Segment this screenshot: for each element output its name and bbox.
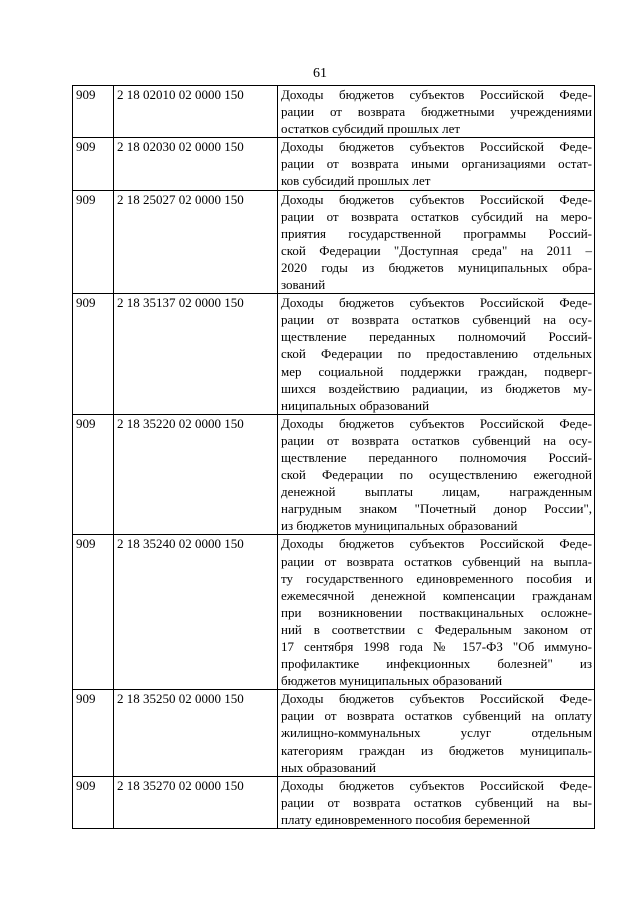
admin-code-cell: 909 [73,86,114,138]
table-row [73,690,595,776]
budget-code-cell: 2 18 02010 02 0000 150 [114,86,278,138]
description-line: зований [281,277,326,293]
description-line: ществление переданного полномочия Россий- [281,449,592,465]
description-line: ежемесячной денежной компенсации гражданам [281,587,592,603]
description-line: Доходы бюджетов субъектов Российской Феде- [281,536,592,552]
page-number: 61 [313,66,327,81]
description-line: рации от возврата остатков субсидий на меро- [281,208,592,224]
description-line: рации от возврата иными организациями остат- [281,156,592,172]
budget-code-cell: 2 18 35270 02 0000 150 [114,776,278,828]
admin-code-cell: 909 [73,414,114,535]
description-line: ской Федерации по осуществлению ежегодной [281,467,592,483]
description-line: денежной выплаты лицам, награжденным [281,484,592,500]
description-line: приятия государственной программы Россий- [281,225,592,241]
table-row [73,294,595,415]
description-line: ской Федерации по предоставлению отдельных [281,346,592,362]
table-body [73,86,595,829]
description-line: остатков субсидий прошлых лет [281,121,461,137]
description-cell [278,535,595,690]
description-line: рации от возврата остатков субвенций на выпла- [281,553,592,569]
description-line: Доходы бюджетов субъектов Российской Феде- [281,295,592,311]
description-cell [278,414,595,535]
description-line: 17 сентября 1998 года № 157-ФЗ "Об иммуно- [281,639,592,654]
description-line: 2020 годы из бюджетов муниципальных обра- [281,259,592,275]
description-line: при возникновении поствакцинальных осложне- [281,604,592,620]
description-cell [278,294,595,415]
description-line: Доходы бюджетов субъектов Российской Феде- [281,139,592,155]
description-line: категориям граждан из бюджетов муниципаль- [281,742,592,758]
description-line: ществление переданных полномочий Россий- [281,329,592,345]
description-cell [278,690,595,776]
description-cell [278,138,595,190]
description-line: нагрудным знаком "Почетный донор России", [281,501,592,517]
description-cell [278,776,595,828]
description-line: Доходы бюджетов субъектов Российской Феде- [281,191,592,207]
description-line: бюджетов муниципальных образований [281,673,503,689]
description-line: ниципальных образований [281,397,430,413]
description-line: из бюджетов муниципальных образований [281,518,518,534]
description-line: Доходы бюджетов субъектов Российской Феде- [281,87,592,102]
budget-code-cell: 2 18 02030 02 0000 150 [114,138,278,190]
admin-code-cell: 909 [73,776,114,828]
description-line: Доходы бюджетов субъектов Российской Феде- [281,691,592,707]
admin-code-cell: 909 [73,535,114,690]
table-row [73,86,595,138]
table-row [73,190,595,294]
description-cell [278,190,595,294]
admin-code-cell: 909 [73,190,114,294]
table-row [73,535,595,690]
description-line: Доходы бюджетов субъектов Российской Феде- [281,777,592,793]
description-line: ний в соответствии с Федеральным законом от [281,621,592,637]
description-cell [278,86,595,138]
admin-code-cell: 909 [73,138,114,190]
table-row [73,414,595,535]
table-row [73,776,595,828]
budget-code-cell: 2 18 35220 02 0000 150 [114,414,278,535]
description-line: шихся воздействию радиации, из бюджетов му- [281,380,592,396]
budget-code-cell: 2 18 25027 02 0000 150 [114,190,278,294]
description-line: рации от возврата остатков субвенций на осу- [281,432,592,448]
description-line: мер социальной поддержки граждан, подверг- [281,363,592,379]
budget-code-cell: 2 18 35240 02 0000 150 [114,535,278,690]
description-line: ской Федерации "Доступная среда" на 2011 – [281,242,592,258]
table-row [73,138,595,190]
description-line: ту государственного единовременного пособия и [281,570,592,586]
description-line: ных образований [281,759,376,775]
description-line: профилактике инфекционных болезней" из [281,656,592,672]
description-line: плату единовременного пособия беременной [281,811,531,827]
description-line: рации от возврата остатков субвенций на осу- [281,312,592,328]
description-line: Доходы бюджетов субъектов Российской Феде- [281,415,592,431]
description-line: жилищно-коммунальных услуг отдельным [281,725,592,741]
description-line: рации от возврата остатков субвенций на вы- [281,794,592,810]
description-line: рации от возврата бюджетными учреждениями [281,104,592,120]
admin-code-cell: 909 [73,294,114,415]
description-line: ков субсидий прошлых лет [281,173,431,189]
budget-code-cell: 2 18 35137 02 0000 150 [114,294,278,415]
description-line: рации от возврата остатков субвенций на оплату [281,708,592,724]
budget-code-cell: 2 18 35250 02 0000 150 [114,690,278,776]
admin-code-cell: 909 [73,690,114,776]
budget-revenue-table [72,85,595,829]
